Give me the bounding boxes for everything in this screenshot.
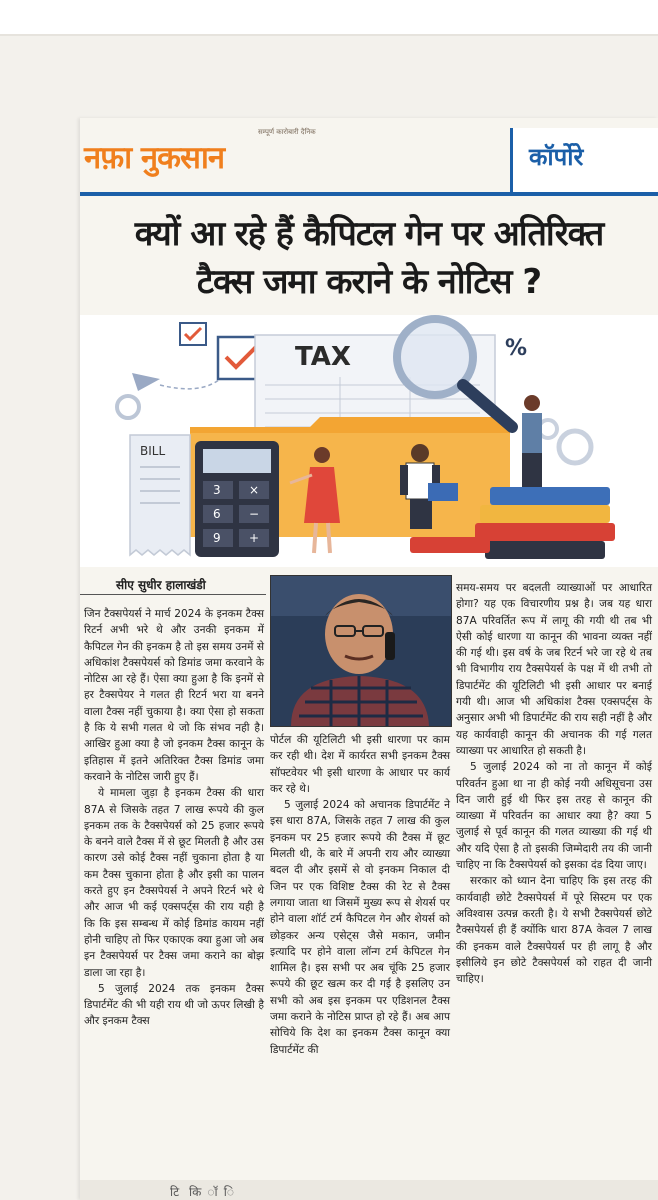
headline-line-2: टैक्स जमा कराने के नोटिस ? xyxy=(196,262,542,302)
byline-rule xyxy=(80,594,266,595)
article-paragraph: ये मामला जुड़ा है इनकम टैक्स की धारा 87A से जिसके तहत 7 लाख रूपये की कुल इनकम तक के टैक्सपेयर्स को 25 हजार रूपये के बनने वाले टैक्स में से छूट मिलती है और उस कारण उसे कोई टैक्स नहीं चुकाना होता है या कम टैक्स चुकाना होता है और इसी का पालन करते हुए इन टैक्सपेयर्स ने अपने रिटर्न भरे थे और आज भी कई एक्सपर्ट्स की राय यही है कि कि इस सम्बन्ध में कोई डिमांड कायम नहीं होनी चाहिए तो फिर एकाएक क्या हुआ जो अब इन टैक्सपेयर्स पर टैक्स जमा कराने का बोझ डाला जा रहा है। xyxy=(84,787,264,979)
article-paragraph: सरकार को ध्यान देना चाहिए कि इस तरह की कार्यवाही छोटे टैक्सपेयर्स में पूरे सिस्टम पर एक अविश्वास उत्पन्न करती है। ये सभी टैक्सपेयर्स छोटे टैक्सपेयर्स ही हैं क्योंकि धारा 87A केवल 7 लाख की इनकम वाले टैक्सपेयर्स पर ही लागू है और इसीलिये इन छोटे टैक्सपेयर्स को राहत दी जानी चाहिए। xyxy=(456,875,652,986)
logo-tagline: सम्पूर्ण कारोबारी दैनिक xyxy=(258,128,316,136)
bottom-strip xyxy=(80,1180,658,1200)
bottom-cut-text: टि कि ॉ ि xyxy=(170,1185,238,1199)
calc-key: − xyxy=(249,507,260,521)
newspaper-logo: नफ़ा नुकसान xyxy=(84,140,225,176)
author-byline: सीए सुधीर हालाखंडी xyxy=(116,578,206,592)
masthead-rule xyxy=(80,192,658,196)
tax-illustration xyxy=(80,315,658,567)
article-paragraph: जिन टैक्सपेयर्स ने मार्च 2024 के इनकम टैक्स रिटर्न अभी भरे थे और उनकी इनकम में कैपिटल गेन की इनकम है तो इस समय उनमें से अधिकांश टैक्सपेयर्स को डिमांड जमा करवाने के नोटिस आ रहे हैं। ऐसा क्या हुआ है कि इनमें से हर टैक्सपेयर ने गलत ही रिटर्न भरा या बनने वाला टैक्स नहीं चुकाया है। क्या ऐसा हो सकता है कि ये सभी गलत थे जो कि संभव नही है। आखिर हुआ क्या है जो इनकम टैक्स कानून के इतिहास में इतने अतिरिक्त टैक्स डिमांड जमा करवाने के नोटिस जारी हुए हैं। xyxy=(84,608,264,783)
article-paragraph: 5 जुलाई 2024 को ना तो कानून में कोई परिवर्तन हुआ था ना ही कोई नयी अधिसूचना उस दिन जारी हुई थी फिर इस तरह से कानून की व्याख्या में परिवर्तन का आधार क्या है? क्या 5 जुलाई से पूर्व कानून की गलत व्याख्या की गई थी और यदि ऐसा है तो इसकी जिम्मेदारी तय की जानी चाहिए ना कि टैक्सपेयर्स को इसका दंड दिया जाए। xyxy=(456,761,652,872)
percent-icon: % xyxy=(505,336,528,361)
viewer-top-divider xyxy=(0,34,658,36)
calc-key: 9 xyxy=(213,531,221,545)
calc-key: + xyxy=(249,531,260,545)
calc-key: 3 xyxy=(213,483,221,497)
headline-line-1: क्यों आ रहे हैं कैपिटल गेन पर अतिरिक्त xyxy=(134,214,604,254)
masthead xyxy=(80,122,658,192)
calc-key: × xyxy=(249,483,260,497)
article-column-3 xyxy=(456,580,652,987)
author-photo xyxy=(270,575,452,727)
headline xyxy=(82,210,656,306)
tax-form-label: TAX xyxy=(295,342,351,372)
article-paragraph: 5 जुलाई 2024 को अचानक डिपार्टमेंट ने इस धारा 87A, जिसके तहत 7 लाख की कुल इनकम पर 25 हजार रूपये की टैक्स में छूट मिलती थी, के बारे में अपनी राय और व्याख्या बदल दी और इसमें से वो इनकम निकाल दी जिन पर एक विशिष्ट टैक्स की रेट से टैक्स लगाया जाता था जिसमें मुख्य रूप से शेयर्स पर होने वाला शॉर्ट टर्म कैपिटल गेन और शेयर्स को छोड़कर अन्य एसेट्स जैसे मकान, जमीन इत्यादि पर होने वाला लॉन्ग टर्म केपिटल गेन शामिल है। इस सभी पर अब चूंकि 25 हजार रूपये की छूट खत्म कर दी गई है इसलिए उन सभी को अब इस इनकम पर एडिशनल टैक्स जमा कराने के नोटिस प्राप्त हो रहे हैं। अब आप सोचिये कि देश का इनकम टैक्स कानून क्या डिपार्टमेंट की xyxy=(270,799,450,1056)
article-paragraph: पोर्टल की यूटिलिटी भी इसी धारणा पर काम कर रही थी। देश में कार्यरत सभी इनकम टैक्स सॉफ्टवेयर भी इसी धारणा के आधार पर कार्य कर रहे थे। xyxy=(270,734,450,795)
section-tab xyxy=(510,128,658,192)
section-label: कॉर्पोरे xyxy=(529,143,584,171)
viewer-top-bar xyxy=(0,0,658,36)
calc-key: 6 xyxy=(213,507,221,521)
article-paragraph: समय-समय पर बदलती व्याख्याओं पर आधारित होगा? यह एक विचारणीय प्रश्न है। जब यह धारा 87A परिवर्तित रूप में लागू की गयी थी तब भी ऐसी कोई धारणा या कानून की भावना व्यक्त नहीं की गई थी। इस वर्ष के जब रिटर्न भरे जा रहे थे तब भी विभागीय राय टैक्सपेयर्स के पक्ष में थी तभी तो डिपार्टमेंट की यूटिलिटी भी इसी आधार पर बनाई गयी थी। आज भी अधिकांश टैक्स एक्सपर्ट्स के अनुसार अभी भी डिपार्टमेंट की राय सही नहीं है और यह कार्यवाही कानून की अचानक की गई गलत व्याख्या पर आधारित हो सकती है। xyxy=(456,582,652,757)
bill-label: BILL xyxy=(140,444,166,458)
article-column-2 xyxy=(270,732,450,1058)
article-column-1 xyxy=(84,606,264,1030)
article-paragraph: 5 जुलाई 2024 तक इनकम टैक्स डिपार्टमेंट की भी यही राय थी जो ऊपर लिखी है और इनकम टैक्स xyxy=(84,982,264,1028)
